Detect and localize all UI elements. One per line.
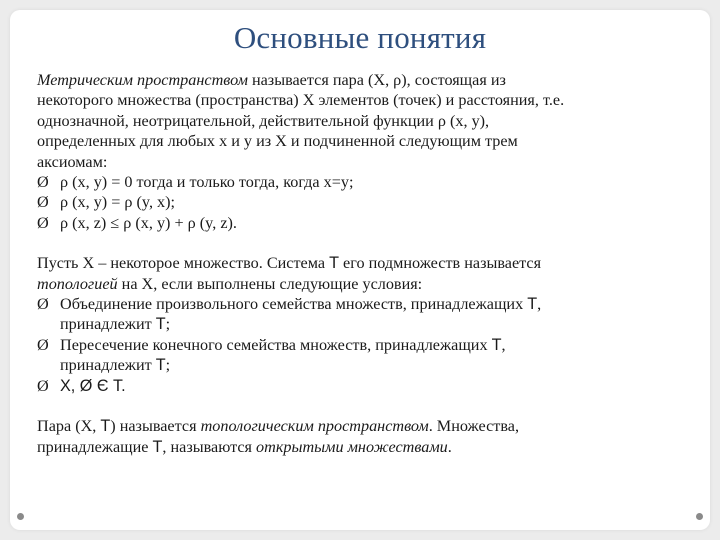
- open-sets-term: открытыми множествами: [256, 437, 448, 456]
- metric-space-term: Метрическим пространством: [37, 71, 248, 89]
- condition-item: [37, 294, 687, 335]
- text: . Множества,: [428, 417, 520, 436]
- text: , называются: [162, 437, 257, 456]
- text: называется пара (X, ρ), состоящая из: [247, 71, 506, 89]
- axiom-item: [37, 172, 687, 192]
- text: X, Ø: [60, 376, 97, 395]
- text: ;: [165, 315, 171, 334]
- topological-space-line-1: [37, 416, 687, 436]
- metric-definition-line-5: аксиомам:: [37, 152, 108, 171]
- text: ;: [165, 356, 171, 375]
- topological-space-term: топологическим пространством: [200, 417, 429, 436]
- slide-content: [37, 70, 687, 457]
- topology-term: топологией: [37, 274, 118, 293]
- topological-space-line-2: [37, 437, 687, 457]
- text: его подмножеств называется: [338, 254, 542, 273]
- corner-dot-right: [696, 513, 703, 520]
- arrow-bullet-icon: Ø: [37, 213, 49, 232]
- text: принадлежащие: [37, 437, 153, 456]
- condition-text: [60, 294, 687, 335]
- axiom-text: ρ (x, z) ≤ ρ (x, y) + ρ (y, z).: [60, 213, 237, 232]
- topology-definition-line-2: [37, 274, 687, 294]
- topology-symbol: T: [152, 437, 163, 456]
- text: T.: [108, 376, 126, 395]
- arrow-bullet-icon: Ø: [37, 335, 49, 354]
- arrow-bullet-icon: Ø: [37, 173, 49, 192]
- topology-symbol: T: [527, 295, 538, 314]
- text: ) называется: [110, 417, 201, 436]
- spacer: [37, 396, 687, 416]
- text: принадлежит: [60, 356, 156, 375]
- topology-symbol: T: [491, 335, 502, 354]
- text: на X, если выполнены следующие условия:: [117, 274, 423, 293]
- metric-definition-line-4: определенных для любых x и y из X и подчиненной следующим трем: [37, 132, 518, 151]
- axiom-text: ρ (x, y) = 0 тогда и только тогда, когда x=y;: [60, 173, 354, 192]
- topology-symbol: T: [100, 417, 111, 436]
- topology-definition-line-1: [37, 253, 687, 273]
- text: Пусть X – некоторое множество. Система: [37, 254, 330, 273]
- text: Пара (X,: [37, 417, 101, 436]
- metric-definition-line-2: некоторого множества (пространства) X элементов (точек) и расстояния, т.е.: [37, 91, 565, 110]
- text: ,: [501, 335, 506, 354]
- text: Пересечение конечного семейства множеств, принадлежащих: [60, 335, 492, 354]
- spacer: [37, 233, 687, 253]
- topology-symbol: T: [155, 315, 166, 334]
- corner-dot-left: [17, 513, 24, 520]
- condition-item: [37, 335, 687, 376]
- condition-text: [60, 335, 687, 376]
- arrow-bullet-icon: Ø: [37, 376, 49, 395]
- arrow-bullet-icon: Ø: [37, 295, 49, 314]
- metric-definition-line-3: однозначной, неотрицательной, действительной функции ρ (x, y),: [37, 111, 490, 130]
- topology-symbol: T: [155, 356, 166, 375]
- element-of-symbol: Є: [96, 376, 109, 395]
- axiom-text: ρ (x, y) = ρ (y, x);: [60, 193, 176, 212]
- arrow-bullet-icon: Ø: [37, 193, 49, 212]
- text: ,: [537, 295, 542, 314]
- slide-title: Основные понятия: [233, 20, 487, 55]
- metric-definition-line-1: [37, 70, 687, 90]
- text: .: [447, 437, 452, 456]
- axiom-item: [37, 213, 687, 233]
- condition-text: [60, 376, 687, 396]
- text: принадлежит: [60, 315, 156, 334]
- axiom-item: [37, 192, 687, 212]
- condition-item: [37, 376, 687, 396]
- text: Объединение произвольного семейства множеств, принадлежащих: [60, 295, 528, 314]
- topology-symbol: T: [329, 254, 339, 273]
